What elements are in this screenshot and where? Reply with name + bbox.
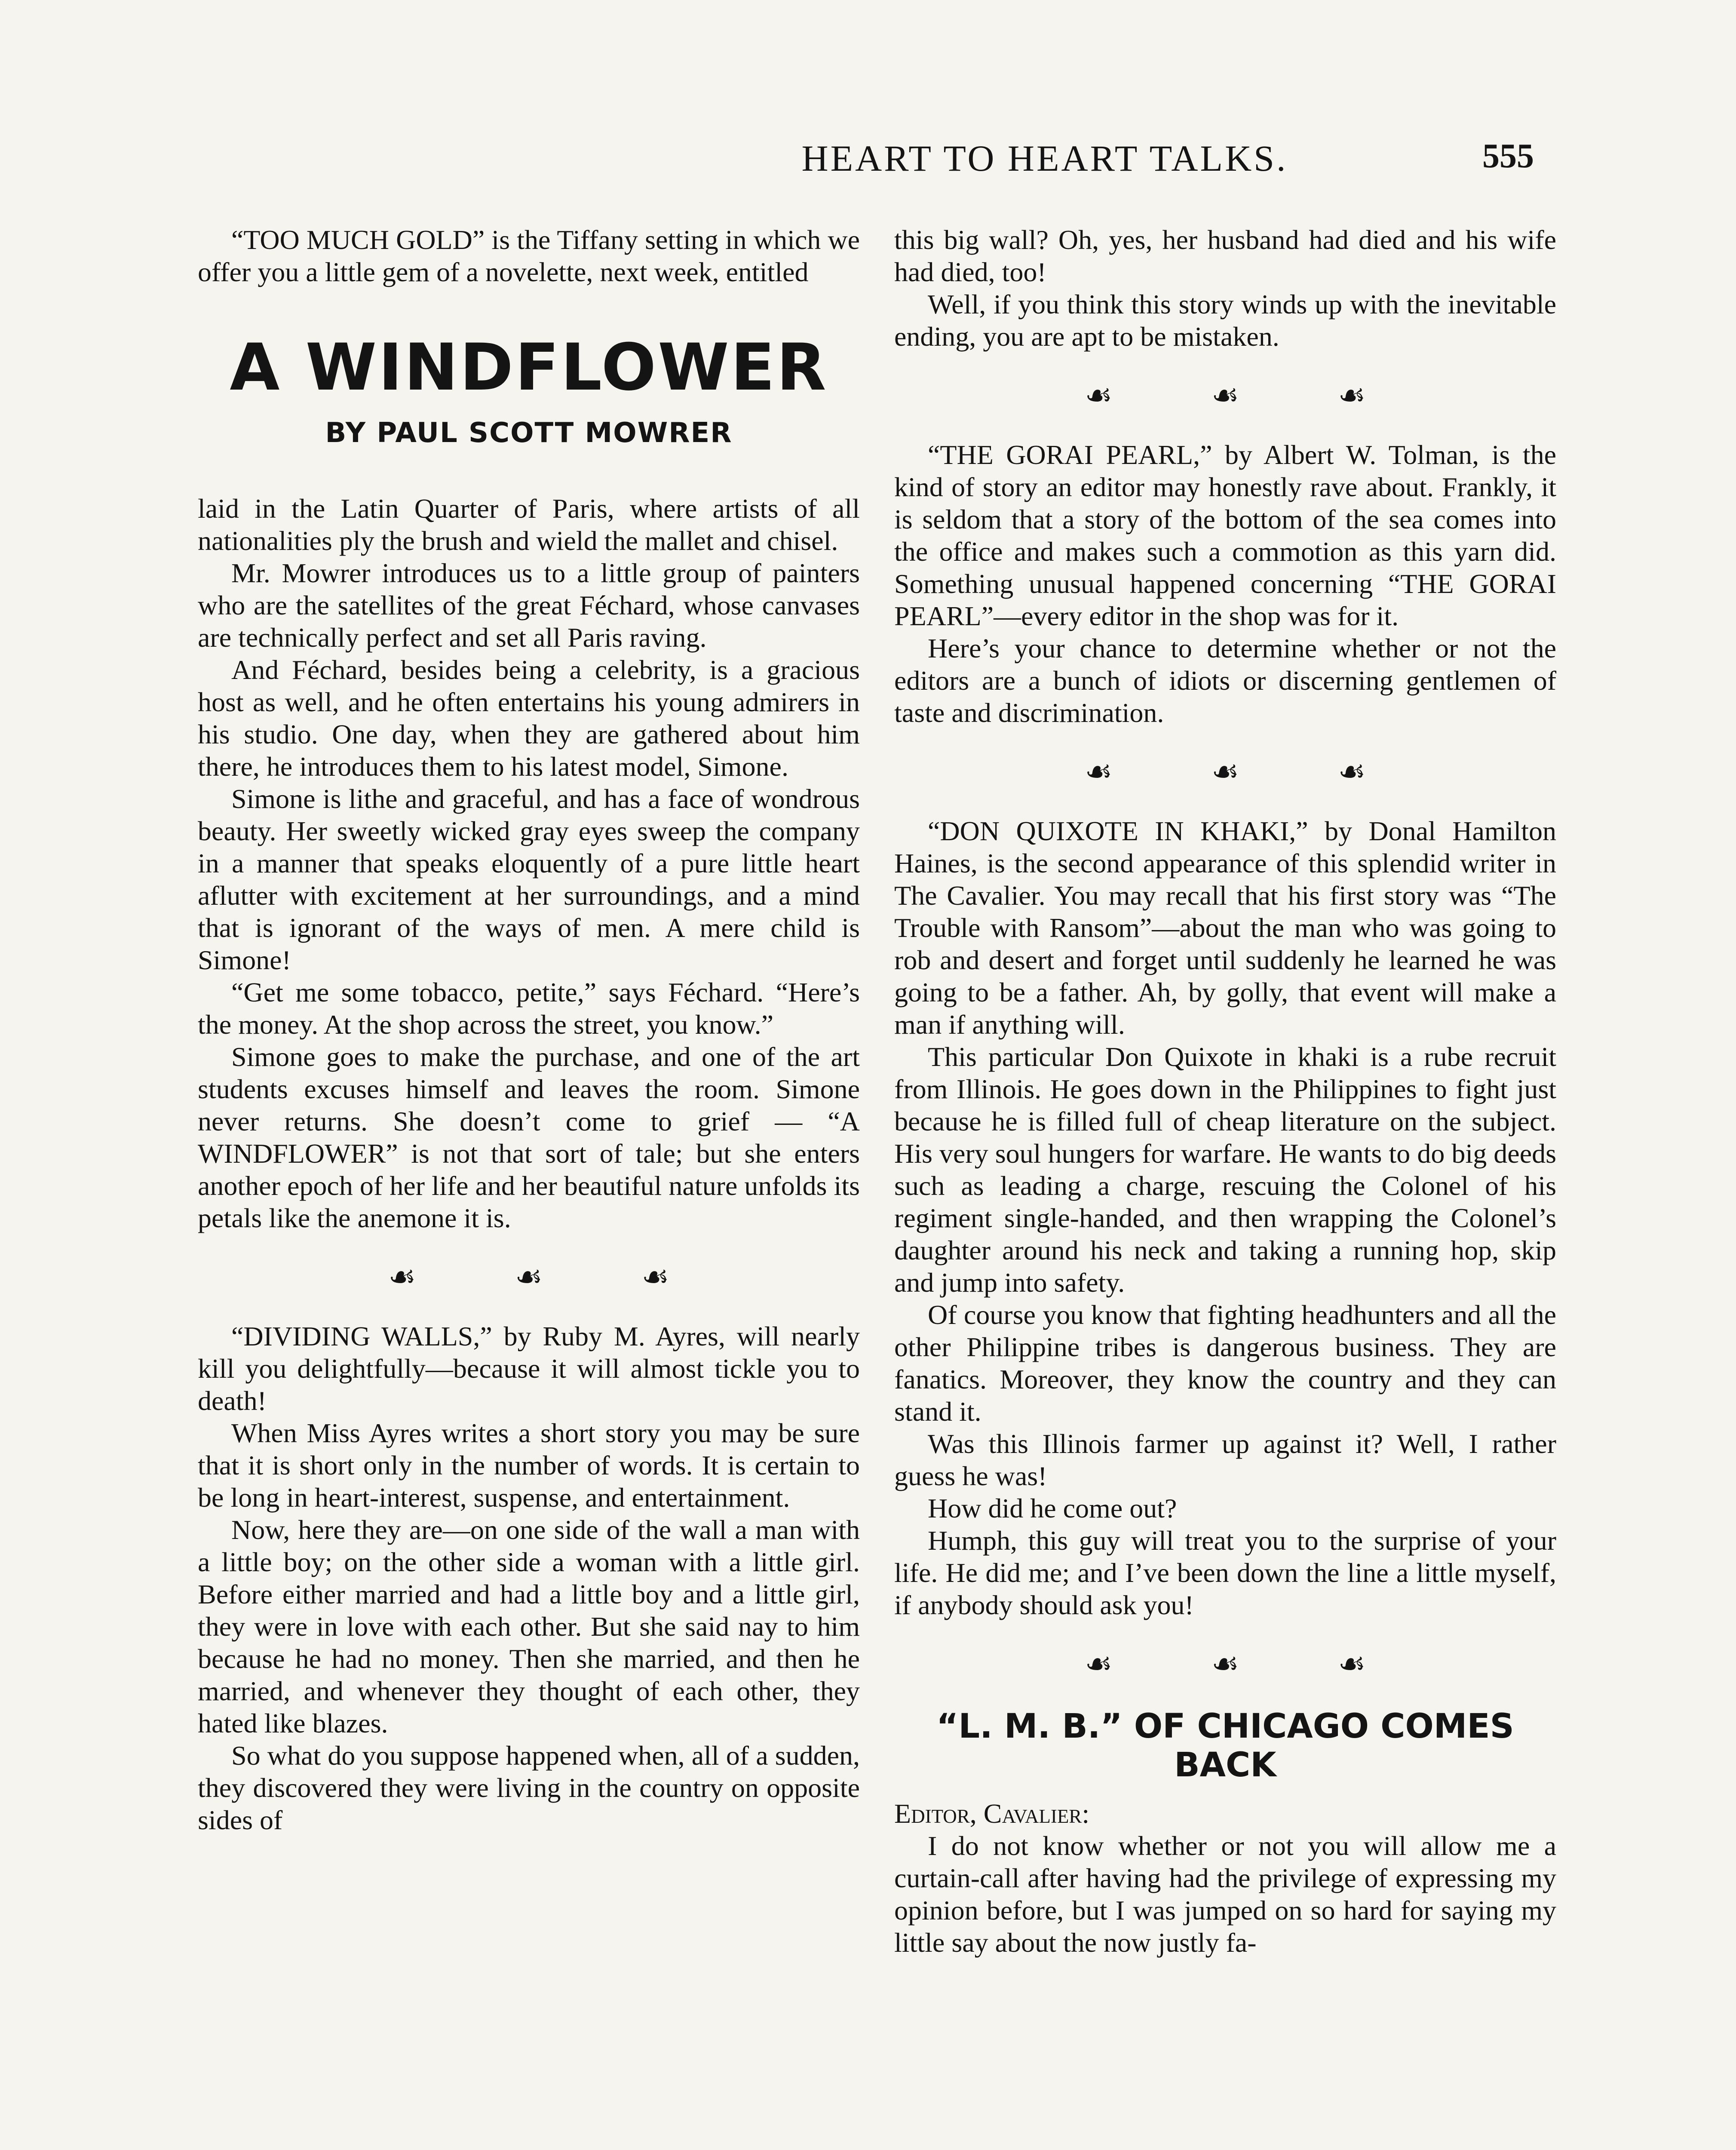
paragraph: this big wall? Oh, yes, her husband had died and his wife had died, too! bbox=[894, 224, 1556, 287]
section-divider bbox=[894, 378, 1556, 413]
paragraph: When Miss Ayres writes a short story you may be sure that it is short only in the number of words. It is certain to be long in heart-interest, suspense, and entertainment. bbox=[198, 1418, 860, 1513]
paragraph: Now, here they are—on one side of the wall a man with a little boy; on the other side a woman with a little girl. Before either married and had a little boy and a little girl, they were in love with each other. But she said nay to him because he had no money. Then she married, and then he married, and whenever they thought of each other, they hated like blazes. bbox=[198, 1514, 860, 1738]
fleuron-ornament-icon: ☙ bbox=[388, 1260, 416, 1294]
paragraph: How did he come out? bbox=[928, 1493, 1177, 1523]
fleuron-ornament-icon: ☙ bbox=[1211, 755, 1239, 789]
feature-title: A WINDFLOWER bbox=[230, 330, 828, 405]
section-divider bbox=[198, 1260, 860, 1294]
section-divider bbox=[894, 1647, 1556, 1681]
paragraph: Humph, this guy will treat you to the surprise of your life. He did me; and I’ve been down the line a little myself, if anybody should ask you! bbox=[894, 1525, 1556, 1620]
letter-title: “L. M. B.” OF CHICAGO COMES BACK bbox=[936, 1707, 1514, 1784]
intro-paragraph: “TOO MUCH GOLD” is the Tiffany setting in which we offer you a little gem of a novelette, next week, entitled bbox=[198, 224, 860, 287]
paragraph: Simone is lithe and graceful, and has a face of wondrous beauty. Her sweetly wicked gray eyes sweep the company in a manner that speaks eloquently of a pure little heart aflutter with excitement at her surroundings, and a mind that is ignorant of the ways of men. A mere child is Simone! bbox=[198, 783, 860, 975]
paragraph: Simone goes to make the purchase, and one of the art students excuses himself and leaves the room. Simone never returns. She doesn’t come to grief — “A WINDFLOWER” is not that sort of tale; but she enters another epoch of her life and her beautiful nature unfolds its petals like the anemone it is. bbox=[198, 1041, 860, 1233]
paragraph: Mr. Mowrer introduces us to a little group of painters who are the satellites of the great Féchard, whose canvases are technically perfect and set all Paris raving. bbox=[198, 558, 860, 653]
section-divider bbox=[894, 755, 1556, 789]
paragraph: laid in the Latin Quarter of Paris, where artists of all nationalities ply the brush and wield the mallet and chisel. bbox=[198, 493, 860, 556]
paragraph: So what do you suppose happened when, all of a sudden, they discovered they were living in the country on opposite sides of bbox=[198, 1740, 860, 1835]
paragraph: Well, if you think this story winds up with the inevitable ending, you are apt to be mistaken. bbox=[894, 289, 1556, 352]
fleuron-ornament-icon: ☙ bbox=[1338, 378, 1366, 413]
letter-salutation: Editor, Cavalier: bbox=[894, 1798, 1090, 1829]
paragraph: “THE GORAI PEARL,” by Albert W. Tolman, is the kind of story an editor may honestly rave about. Frankly, it is seldom that a story of the bottom of the sea comes into the office and makes such a commotion as this yarn did. Something unusual happened concerning “THE GORAI PEARL”—every editor in the shop was for it. bbox=[894, 439, 1556, 631]
paragraph: “Get me some tobacco, petite,” says Féchard. “Here’s the money. At the shop across the street, you know.” bbox=[198, 977, 860, 1040]
fleuron-ornament-icon: ☙ bbox=[1085, 378, 1113, 413]
fleuron-ornament-icon: ☙ bbox=[1085, 1647, 1113, 1681]
fleuron-ornament-icon: ☙ bbox=[1338, 755, 1366, 789]
paragraph: And Féchard, besides being a celebrity, is a gracious host as well, and he often entertains his young admirers in his studio. One day, when they are gathered about him there, he introduces them to his latest model, Simone. bbox=[198, 654, 860, 782]
fleuron-ornament-icon: ☙ bbox=[1338, 1647, 1366, 1681]
page-number: 555 bbox=[1482, 137, 1534, 175]
paragraph: “DIVIDING WALLS,” by Ruby M. Ayres, will nearly kill you delightfully—because it will almost tickle you to death! bbox=[198, 1321, 860, 1416]
left-column bbox=[198, 224, 860, 1836]
paragraph: Was this Illinois farmer up against it? Well, I rather guess he was! bbox=[894, 1428, 1556, 1491]
fleuron-ornament-icon: ☙ bbox=[1085, 755, 1113, 789]
paragraph: “DON QUIXOTE IN KHAKI,” by Donal Hamilton Haines, is the second appearance of this splendid writer in The Cavalier. You may recall that his first story was “The Trouble with Ransom”—about the man who was going to rob and desert and forget until suddenly he learned he was going to be a father. Ah, by golly, that event will make a man if anything will. bbox=[894, 816, 1556, 1040]
right-column bbox=[894, 224, 1556, 1959]
feature-byline: BY PAUL SCOTT MOWRER bbox=[325, 417, 733, 449]
paragraph: Of course you know that fighting headhunters and all the other Philippine tribes is dangerous business. They are fanatics. Moreover, they know the country and they can stand it. bbox=[894, 1299, 1556, 1427]
paragraph: I do not know whether or not you will allow me a curtain-call after having had the privilege of expressing my opinion before, but I was jumped on so hard for saying my little say about the now justly fa- bbox=[894, 1831, 1556, 1958]
fleuron-ornament-icon: ☙ bbox=[1211, 1647, 1239, 1681]
fleuron-ornament-icon: ☙ bbox=[641, 1260, 669, 1294]
paragraph: Here’s your chance to determine whether or not the editors are a bunch of idiots or discerning gentlemen of taste and discrimination. bbox=[894, 633, 1556, 728]
fleuron-ornament-icon: ☙ bbox=[1211, 378, 1239, 413]
running-header: HEART TO HEART TALKS. bbox=[801, 138, 1288, 179]
fleuron-ornament-icon: ☙ bbox=[515, 1260, 543, 1294]
paragraph: This particular Don Quixote in khaki is a rube recruit from Illinois. He goes down in the Philippines to fight just because he is filled full of cheap literature on the subject. His very soul hungers for warfare. He wants to do big deeds such as leading a charge, rescuing the Colonel of his regiment single-handed, and then wrapping the Colonel’s daughter around his neck and taking a running hop, skip and jump into safety. bbox=[894, 1041, 1556, 1298]
